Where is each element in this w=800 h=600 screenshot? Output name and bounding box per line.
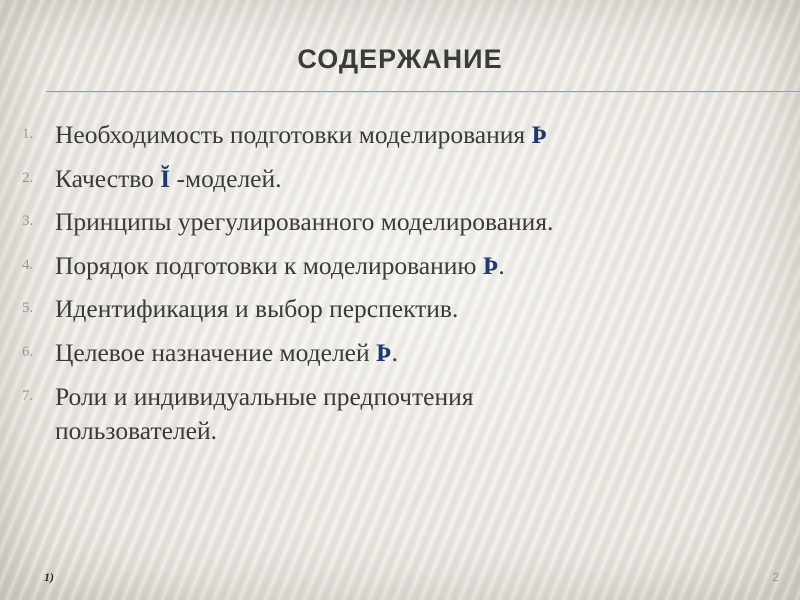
page-number: 2 xyxy=(772,570,779,584)
list-item-text-main: Принципы урегулированного моделирования. xyxy=(55,207,554,237)
list-item-text-tail: . xyxy=(498,250,505,280)
list-item-text xyxy=(55,118,547,152)
list-item-number: 2. xyxy=(22,169,34,186)
list-item-number: 5. xyxy=(22,300,34,317)
list-item-text-main: Необходимость подготовки моделирования xyxy=(55,120,532,149)
list-item-text-main: Целевое назначение моделей xyxy=(55,337,377,367)
list-item-number: 4. xyxy=(22,256,34,273)
list-item-number: 1. xyxy=(22,126,34,142)
title-underline xyxy=(46,91,800,93)
footnote: 1) xyxy=(44,570,54,584)
list-item-text xyxy=(55,162,282,196)
list-item-text xyxy=(55,292,458,326)
list-item xyxy=(22,162,762,196)
list-item-text xyxy=(55,336,398,370)
list-item xyxy=(22,205,762,239)
list-item xyxy=(22,292,762,326)
list-item-text-main: Качество xyxy=(55,163,161,193)
list-item-text xyxy=(55,205,553,239)
list-item-text xyxy=(55,249,505,283)
slide-title: СОДЕРЖАНИЕ xyxy=(297,44,503,74)
list-item-text xyxy=(55,380,615,448)
list-item-symbol: Þ xyxy=(531,120,548,149)
list-item xyxy=(22,336,762,370)
list-item-number: 6. xyxy=(22,343,34,360)
list-item-number: 3. xyxy=(22,213,34,230)
list-item-text-tail: . xyxy=(391,337,398,367)
list-item-symbol: Þ xyxy=(482,250,499,280)
contents-list xyxy=(22,118,762,457)
list-item-number: 7. xyxy=(22,387,34,404)
list-item-text-main: Идентификация и выбор перспектив. xyxy=(55,294,459,324)
list-item-text-main: Порядок подготовки к моделированию xyxy=(55,250,483,280)
list-item-symbol: Ĭ xyxy=(160,163,171,193)
list-item-text-main: Роли и индивидуальные предпочтения пользователей. xyxy=(55,381,474,445)
list-item xyxy=(22,249,762,283)
list-item xyxy=(22,118,762,152)
list-item-text-tail: -моделей. xyxy=(170,163,282,193)
list-item-symbol: Þ xyxy=(376,337,392,367)
list-item xyxy=(22,380,762,448)
